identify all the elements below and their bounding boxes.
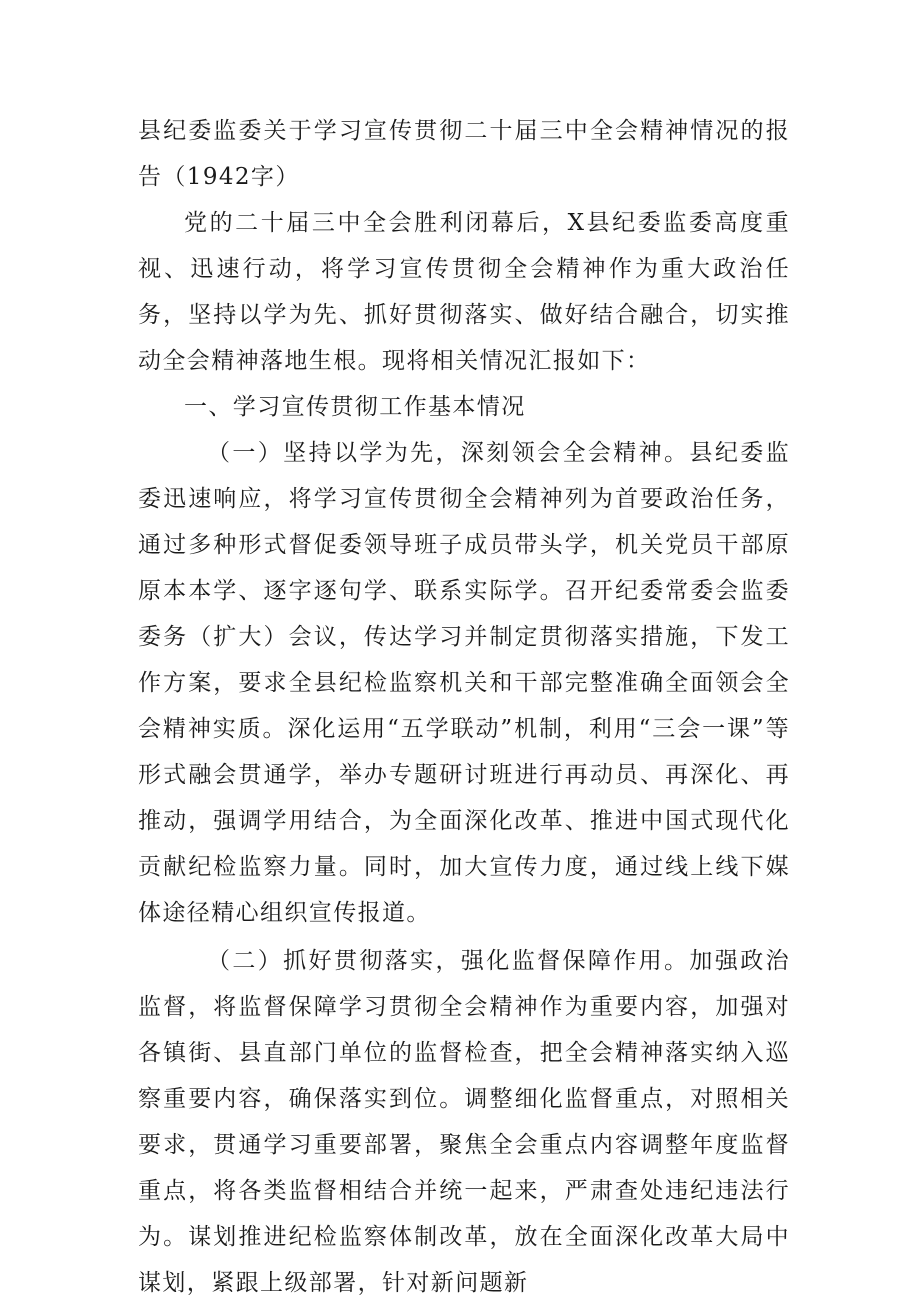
section-heading: 一、学习宣传贯彻工作基本情况: [184, 394, 526, 420]
subsection-paragraph-1: （一）坚持以学为先，深刻领会全会精神。县纪委监委迅速响应，将学习宣传贯彻全会精神列为首要政治任务，通过多种形式督促委领导班子成员带头学，机关党员干部原原本本学、逐字逐句学、联系实际学。召开纪委常委会监委委务（扩大）会议，传达学习并制定贯彻落实措施，下发工作方案，要求全县纪检监察机关和干部完整准确全面领会全会精神实质。深化运用“五学联动”机制，利用“三会一课”等形式融会贯通学，举办专题研讨班进行再动员、再深化、再推动，强调学用结合，为全面深化改革、推进中国式现代化贡献纪检监察力量。同时，加大宣传力度，通过线上线下媒体途径精心组织宣传报道。: [138, 440, 790, 926]
subsection-paragraph-2: （二）抓好贯彻落实，强化监督保障作用。加强政治监督，将监督保障学习贯彻全会精神作为重要内容，加强对各镇街、县直部门单位的监督检查，把全会精神落实纳入巡察重要内容，确保落实到位。调整细化监督重点，对照相关要求，贯通学习重要部署，聚焦全会重点内容调整年度监督重点，将各类监督相结合并统一起来，严肃查处违纪违法行为。谋划推进纪检监察体制改革，放在全面深化改革大局中谋划，紧跟上级部署，针对新问题新: [138, 948, 790, 1296]
intro-paragraph: 党的二十届三中全会胜利闭幕后，X县纪委监委高度重视、迅速行动，将学习宣传贯彻全会精神作为重大政治任务，坚持以学为先、抓好贯彻落实、做好结合融合，切实推动全会精神落地生根。现将相关情况汇报如下：: [138, 210, 790, 374]
document-title: 县纪委监委关于学习宣传贯彻二十届三中全会精神情况的报告（1942字）: [138, 118, 790, 190]
document-body: [138, 108, 790, 1306]
